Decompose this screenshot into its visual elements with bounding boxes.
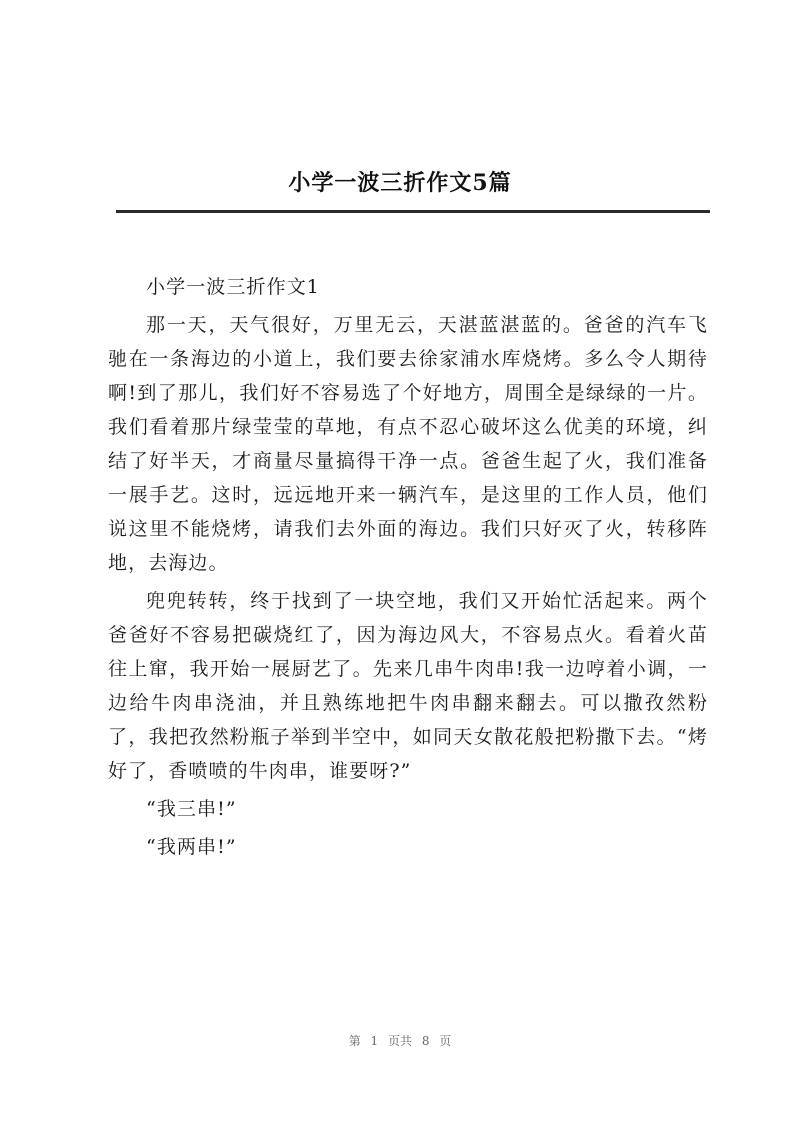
title-divider (116, 210, 710, 213)
document-body (108, 270, 708, 864)
paragraph: 兜兜转转，终于找到了一块空地，我们又开始忙活起来。两个爸爸好不容易把碳烧红了，因为海边风大，不容易点火。看着火苗往上窜，我开始一展厨艺了。先来几串牛肉串!我一边哼着小调，一边给牛肉串浇油，并且熟练地把牛肉串翻来翻去。可以撒孜然粉了，我把孜然粉瓶子举到半空中，如同天女散花般把粉撒下去。“烤好了，香喷喷的牛肉串，谁要呀?” (108, 590, 708, 782)
section-heading: 小学一波三折作文1 (146, 276, 320, 298)
dialogue-line: “我两串!” (146, 836, 237, 858)
document-title: 小学一波三折作文5篇 (288, 170, 512, 196)
dialogue-line: “我三串!” (146, 798, 237, 820)
page-footer: 第 1 页共 8 页 (348, 1034, 452, 1048)
paragraph: 那一天，天气很好，万里无云，天湛蓝湛蓝的。爸爸的汽车飞驰在一条海边的小道上，我们要去徐家浦水库烧烤。多么令人期待啊!到了那儿，我们好不容易选了个好地方，周围全是绿绿的一片。我们看着那片绿莹莹的草地，有点不忍心破坏这么优美的环境，纠结了好半天，才商量尽量搞得干净一点。爸爸生起了火，我们准备一展手艺。这时，远远地开来一辆汽车，是这里的工作人员，他们说这里不能烧烤，请我们去外面的海边。我们只好灭了火，转移阵地，去海边。 (108, 314, 708, 574)
